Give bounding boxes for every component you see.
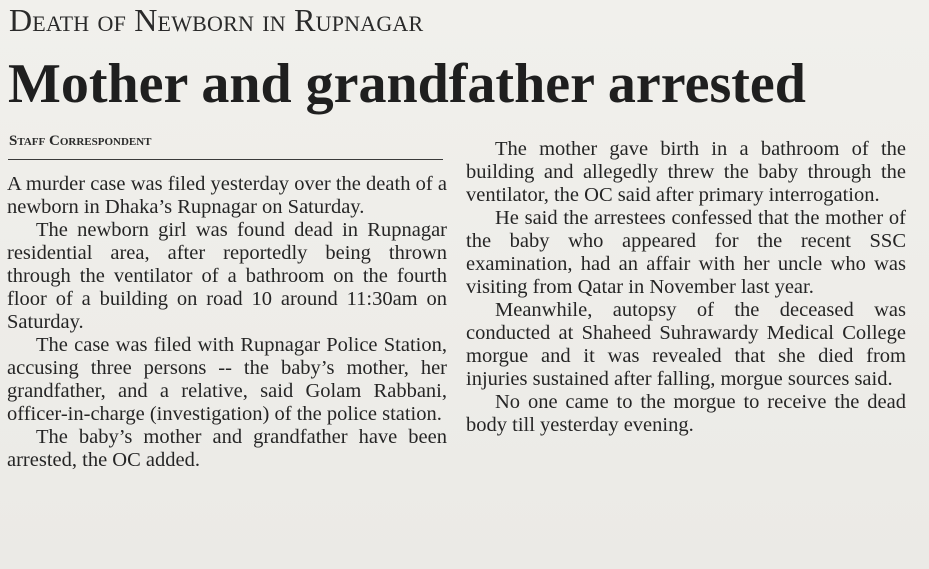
paragraph: No one came to the morgue to receive the dead body till yesterday evening. [466, 391, 906, 436]
article-body-right-column [466, 138, 906, 437]
article-headline: Mother and grandfather arrested [8, 53, 806, 115]
byline-divider [8, 159, 443, 160]
paragraph: He said the arrestees confessed that the mother of the baby who appeared for the recent SSC examination, had an affair with her uncle who was visiting from Qatar in November last year. [466, 207, 906, 298]
article-byline: Staff Correspondent [9, 133, 152, 149]
article-body-left-column [7, 173, 447, 472]
article-kicker: Death of Newborn in Rupnagar [9, 2, 424, 38]
paragraph: The newborn girl was found dead in Rupnagar residential area, after reportedly being thrown through the ventilator of a bathroom on the fourth floor of a building on road 10 around 11:30am on Saturday. [7, 219, 447, 333]
paragraph: The mother gave birth in a bathroom of the building and allegedly threw the baby through the ventilator, the OC said after primary interrogation. [466, 138, 906, 206]
paragraph: The baby’s mother and grandfather have been arrested, the OC added. [7, 426, 447, 471]
paragraph: Meanwhile, autopsy of the deceased was conducted at Shaheed Suhrawardy Medical College morgue and it was revealed that she died from injuries sustained after falling, morgue sources said. [466, 299, 906, 390]
paragraph: The case was filed with Rupnagar Police Station, accusing three persons -- the baby’s mother, her grandfather, and a relative, said Golam Rabbani, officer-in-charge (investigation) of the police station. [7, 334, 447, 425]
paragraph: A murder case was filed yesterday over the death of a newborn in Dhaka’s Rupnagar on Saturday. [7, 173, 447, 218]
